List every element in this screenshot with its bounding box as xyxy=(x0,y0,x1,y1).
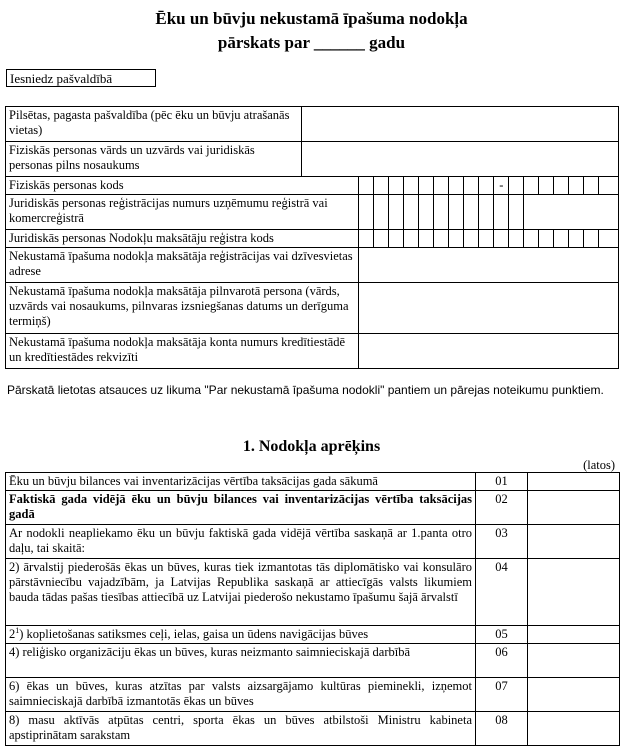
submit-to-field[interactable]: Iesniedz pašvaldībā xyxy=(6,69,156,87)
code-cell[interactable] xyxy=(554,177,569,195)
calc-row-sup: 1 xyxy=(15,625,20,635)
calc-row-prefix: 2 xyxy=(9,627,16,641)
section-title: 1. Nodokļa aprēķins xyxy=(242,438,381,455)
code-cell[interactable] xyxy=(419,195,434,230)
info-row-reg-number xyxy=(6,195,619,230)
code-cell[interactable] xyxy=(374,177,389,195)
calc-row xyxy=(6,644,620,678)
calc-row-value[interactable] xyxy=(528,559,620,626)
blank-cell xyxy=(524,195,619,230)
calc-row-value[interactable] xyxy=(528,626,620,644)
code-cell[interactable] xyxy=(449,177,464,195)
municipality-input[interactable] xyxy=(301,107,618,142)
info-label: Fiziskās personas vārds un uzvārds vai juridiskās personas pilns nosaukums xyxy=(6,142,302,177)
bank-account-input[interactable] xyxy=(359,334,619,369)
info-label: Juridiskās personas Nodokļu maksātāju reģistra kods xyxy=(6,230,359,248)
code-cell[interactable] xyxy=(479,195,494,230)
calc-row xyxy=(6,473,620,491)
info-row-person-name xyxy=(6,142,619,177)
calc-row-code: 06 xyxy=(476,644,528,678)
calc-row-code: 08 xyxy=(476,712,528,746)
info-row-bank-account xyxy=(6,334,619,369)
calc-row-text: Ar nodokli neapliekamo ēku un būvju faktiskā gada vidējā vērtība saskaņā ar 1.panta otro daļu, tai skaitā: xyxy=(6,525,476,559)
code-cell[interactable] xyxy=(449,230,464,248)
code-separator: - xyxy=(494,177,509,195)
reference-note: Pārskatā lietotas atsauces uz likuma "Par nekustamā īpašuma nodokli" pantiem un pārejas noteikumu punktiem. xyxy=(7,383,604,397)
code-cell[interactable] xyxy=(404,195,419,230)
calc-row xyxy=(6,559,620,626)
address-input[interactable] xyxy=(359,248,619,283)
code-cell[interactable] xyxy=(464,195,479,230)
code-cell[interactable] xyxy=(584,230,599,248)
calc-row-text: 6) ēkas un būves, kuras atzītas par valsts aizsargājamo kultūras pieminekli, izņemot saimnieciskajā darbībā izmantotās ēkas un būves xyxy=(6,678,476,712)
code-cell[interactable] xyxy=(479,230,494,248)
info-label: Pilsētas, pagasta pašvaldība (pēc ēku un būvju atrašanās vietas) xyxy=(6,107,302,142)
code-cell[interactable] xyxy=(419,230,434,248)
code-cell[interactable] xyxy=(479,177,494,195)
info-row-address xyxy=(6,248,619,283)
calc-row-code: 03 xyxy=(476,525,528,559)
calc-row xyxy=(6,525,620,559)
info-label: Nekustamā īpašuma nodokļa maksātāja pilnvarotā persona (vārds, uzvārds vai nosaukums, pilnvaras izsniegšanas datums un derīguma termiņš) xyxy=(6,283,359,334)
code-cell[interactable] xyxy=(434,230,449,248)
code-cell[interactable] xyxy=(389,195,404,230)
taxpayer-info-table xyxy=(5,106,619,369)
code-cell[interactable] xyxy=(374,195,389,230)
code-cell[interactable] xyxy=(449,195,464,230)
code-cell[interactable] xyxy=(539,177,554,195)
code-cell[interactable] xyxy=(404,230,419,248)
calc-row-value[interactable] xyxy=(528,678,620,712)
calc-row-text: 8) masu aktīvās atpūtas centri, sporta ēkas un būves atbilstoši Ministru kabineta apstiprinātam sarakstam xyxy=(6,712,476,746)
code-cell[interactable] xyxy=(359,230,374,248)
calc-row-value[interactable] xyxy=(528,473,620,491)
calc-row-code: 05 xyxy=(476,626,528,644)
calc-row xyxy=(6,626,620,644)
code-cell[interactable] xyxy=(404,177,419,195)
code-cell[interactable] xyxy=(599,230,619,248)
calc-row-text-body: ) koplietošanas satiksmes ceļi, ielas, gaisa un ūdens navigācijas būves xyxy=(19,627,369,641)
code-cell[interactable] xyxy=(554,230,569,248)
calc-row-value[interactable] xyxy=(528,712,620,746)
code-cell[interactable] xyxy=(374,230,389,248)
calc-row-text: Faktiskā gada vidējā ēku un būvju bilances vai inventarizācijas vērtība taksācijas gadā xyxy=(6,491,476,525)
calc-row-text: Ēku un būvju bilances vai inventarizācijas vērtība taksācijas gada sākumā xyxy=(6,473,476,491)
code-cell[interactable] xyxy=(509,230,524,248)
code-cell[interactable] xyxy=(569,230,584,248)
calc-row-code: 04 xyxy=(476,559,528,626)
code-cell[interactable] xyxy=(359,177,374,195)
calc-row-code: 07 xyxy=(476,678,528,712)
code-cell[interactable] xyxy=(494,230,509,248)
calc-row-text: 4) reliģisko organizāciju ēkas un būves, kuras neizmanto saimnieciskajā darbībā xyxy=(6,644,476,678)
code-cell[interactable] xyxy=(434,195,449,230)
person-name-input[interactable] xyxy=(301,142,618,177)
info-label: Juridiskās personas reģistrācijas numurs uzņēmumu reģistrā vai komercreģistrā xyxy=(6,195,359,230)
units-label: (latos) xyxy=(583,458,615,472)
calc-row-value[interactable] xyxy=(528,491,620,525)
code-cell[interactable] xyxy=(464,177,479,195)
code-cell[interactable] xyxy=(509,195,524,230)
code-cell[interactable] xyxy=(389,177,404,195)
info-row-authorized-person xyxy=(6,283,619,334)
code-cell[interactable] xyxy=(464,230,479,248)
calc-row xyxy=(6,678,620,712)
info-label: Fiziskās personas kods xyxy=(6,177,359,195)
calc-row-text: 2) ārvalstij piederošās ēkas un būves, kuras tiek izmantotas tās diplomātisko vai konsulāro pārstāvniecību vajadzībām, ja Latvijas Republika saskaņā ar attiecīgās valsts likumiem bauda tādas pašas tiesības attiecībā uz Latvijai piederošo nekustamo īpašumu šajā ārvalstī xyxy=(6,559,476,626)
code-cell[interactable] xyxy=(359,195,374,230)
info-label: Nekustamā īpašuma nodokļa maksātāja reģistrācijas vai dzīvesvietas adrese xyxy=(6,248,359,283)
info-row-municipality xyxy=(6,107,619,142)
calc-row-code: 01 xyxy=(476,473,528,491)
code-cell[interactable] xyxy=(494,195,509,230)
tax-calculation-table xyxy=(5,472,620,746)
code-cell[interactable] xyxy=(584,177,599,195)
code-cell[interactable] xyxy=(524,230,539,248)
calc-row-value[interactable] xyxy=(528,644,620,678)
code-cell[interactable] xyxy=(524,177,539,195)
calc-row xyxy=(6,491,620,525)
calc-row-value[interactable] xyxy=(528,525,620,559)
code-cell[interactable] xyxy=(599,177,619,195)
code-cell[interactable] xyxy=(389,230,404,248)
form-title-line1: Ēku un būvju nekustamā īpašuma nodokļa xyxy=(155,9,468,28)
info-row-personal-code xyxy=(6,177,619,195)
calc-row-code: 02 xyxy=(476,491,528,525)
form-title-line2: pārskats par ______ gadu xyxy=(217,33,406,52)
authorized-person-input[interactable] xyxy=(359,283,619,334)
code-cell[interactable] xyxy=(569,177,584,195)
calc-row xyxy=(6,712,620,746)
code-cell[interactable] xyxy=(539,230,554,248)
info-label: Nekustamā īpašuma nodokļa maksātāja konta numurs kredītiestādē un kredītiestādes rekvizīti xyxy=(6,334,359,369)
info-row-tax-code xyxy=(6,230,619,248)
code-cell[interactable] xyxy=(509,177,524,195)
calc-row-text xyxy=(6,626,476,644)
code-cell[interactable] xyxy=(434,177,449,195)
code-cell[interactable] xyxy=(419,177,434,195)
